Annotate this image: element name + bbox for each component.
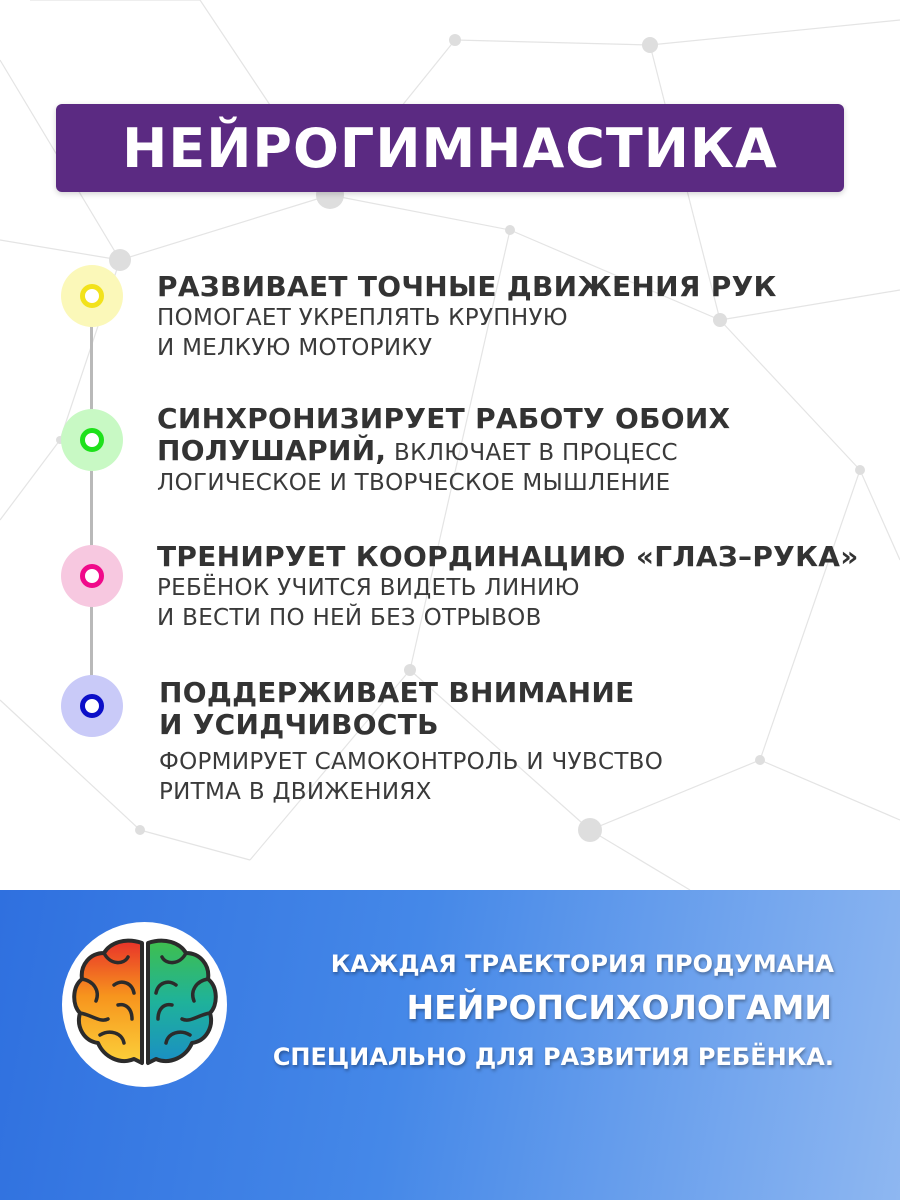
benefit-desc-line: И МЕЛКУЮ МОТОРИКУ	[157, 335, 433, 361]
footer-line-2: НЕЙРОПСИХОЛОГАМИ	[406, 988, 832, 1027]
brain-icon	[70, 935, 220, 1075]
benefit-heading: И УСИДЧИВОСТЬ	[159, 708, 439, 741]
benefit-heading-part: ПОЛУШАРИЙ,	[157, 434, 387, 467]
benefit-desc-line: И ВЕСТИ ПО НЕЙ БЕЗ ОТРЫВОВ	[157, 605, 542, 631]
timeline-line	[90, 296, 93, 714]
benefit-item-2	[157, 403, 730, 498]
title-banner	[56, 104, 844, 192]
benefit-desc-line: ФОРМИРУЕТ САМОКОНТРОЛЬ И ЧУВСТВО	[159, 749, 664, 775]
page-title: НЕЙРОГИМНАСТИКА	[122, 116, 778, 180]
marker-pink-icon	[61, 545, 123, 607]
benefit-desc-line: ПОМОГАЕТ УКРЕПЛЯТЬ КРУПНУЮ	[157, 305, 568, 331]
footer-line-3: СПЕЦИАЛЬНО ДЛЯ РАЗВИТИЯ РЕБЁНКА.	[272, 1043, 834, 1071]
benefit-desc-line: РЕБЁНОК УЧИТСЯ ВИДЕТЬ ЛИНИЮ	[157, 575, 580, 601]
benefit-heading-line2	[157, 435, 730, 468]
brain-logo	[62, 922, 227, 1087]
benefit-item-4	[159, 677, 663, 807]
benefit-item-1	[157, 271, 777, 363]
benefit-heading: РАЗВИВАЕТ ТОЧНЫЕ ДВИЖЕНИЯ РУК	[157, 270, 777, 303]
benefit-heading: СИНХРОНИЗИРУЕТ РАБОТУ ОБОИХ	[157, 402, 731, 435]
marker-yellow-icon	[61, 265, 123, 327]
benefit-heading: ПОДДЕРЖИВАЕТ ВНИМАНИЕ	[159, 676, 635, 709]
benefit-item-3	[157, 541, 859, 633]
benefit-desc-line: РИТМА В ДВИЖЕНИЯХ	[159, 779, 432, 805]
benefit-desc-inline: ВКЛЮЧАЕТ В ПРОЦЕСС	[386, 440, 678, 466]
benefit-desc-line: ЛОГИЧЕСКОЕ И ТВОРЧЕСКОЕ МЫШЛЕНИЕ	[157, 470, 671, 496]
marker-green-icon	[61, 409, 123, 471]
footer-line-1: КАЖДАЯ ТРАЕКТОРИЯ ПРОДУМАНА	[330, 950, 834, 978]
marker-blue-icon	[61, 675, 123, 737]
benefit-heading: ТРЕНИРУЕТ КООРДИНАЦИЮ «ГЛАЗ–РУКА»	[157, 540, 859, 573]
